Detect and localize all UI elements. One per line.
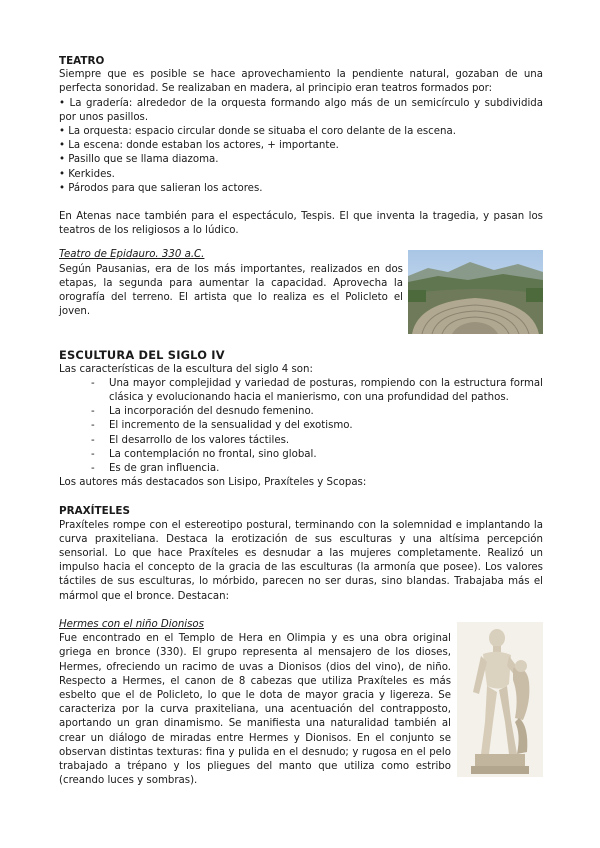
teatro-heading: TEATRO <box>59 55 105 67</box>
teatro-atenas-paragraph: En Atenas nace también para el espectáculo, Tespis. El que inventa la tragedia, y pasan los teatros de los religiosos a lo lúdico. <box>59 211 543 237</box>
teatro-item: • La orquesta: espacio circular donde se situaba el coro delante de la escena. <box>59 126 456 138</box>
praxiteles-paragraph: Praxíteles rompe con el estereotipo postural, terminando con la solemnidad e implantando la curva praxiteliana. Destaca la erotización de sus esculturas y una altísima percepción sensorial. Lo que hace Praxíteles es desnudar a las mujeres completamente. Realizó un impulso hacia el concepto de la gracia de las esculturas (la armonía que posee). Los valores táctiles de sus esculturas, lo mórbido, parecen no ser duras, sino blandas. Trabajaba más el mármol que el bronce. Destacan: <box>59 519 543 602</box>
teatro-item: • La escena: donde estaban los actores, + importante. <box>59 140 339 152</box>
escultura-heading: ESCULTURA DEL SIGLO IV <box>59 348 225 363</box>
teatro-intro: Siempre que es posible se hace aprovechamiento la pendiente natural, gozaban de una perfecta sonoridad. Se realizaban en madera, al principio eran teatros formados por: <box>59 69 543 95</box>
teatro-item: • La gradería: alrededor de la orquesta formando algo más de un semicírculo y subdividida por unos pasillos. <box>59 97 543 123</box>
epidauro-theatre-photo <box>408 250 543 334</box>
hermes-text: Fue encontrado en el Templo de Hera en Olimpia y es una obra original griega en bronce (330). El grupo representa al mensajero de los dioses, Hermes, ofreciendo un racimo de uvas a Dionisos (dios del vino), de niño. Respecto a Hermes, el canon de 8 cabezas que utiliza Praxíteles es más esbelto que el de Policleto, lo que le dota de mayor gracia y ligereza. Se caracteriza por la curva praxiteliana, una acentuación del contrapposto, aportando un gran dinamismo. Se manifiesta una naturalidad también al crear un diálogo de miradas entre Hermes y Dionisos. En el conjunto se observan distintas texturas: fina y pulida en el desnudo; y rugosa en el pelo trabajado a trépano y los pliegues del manto que utiliza como estribo (creando luces y sombras). <box>59 633 451 787</box>
hermes-title: Hermes con el niño Dionisos <box>59 618 204 630</box>
escultura-autores: Los autores más destacados son Lisipo, Praxíteles y Scopas: <box>59 477 367 489</box>
escultura-intro: Las características de la escultura del siglo 4 son: <box>59 363 313 375</box>
hermes-block <box>59 618 543 788</box>
escultura-list-item: - El incremento de la sensualidad y del exotismo. <box>91 419 543 433</box>
teatro-item: • Kerkides. <box>59 168 115 180</box>
document-page <box>59 54 543 788</box>
escultura-list-item: - La contemplación no frontal, sino global. <box>91 448 543 462</box>
hermes-statue-photo <box>457 622 543 777</box>
teatro-item: • Párodos para que salieran los actores. <box>59 182 263 194</box>
escultura-list-item: - Es de gran influencia. <box>91 462 543 476</box>
escultura-list-item: - La incorporación del desnudo femenino. <box>91 405 543 419</box>
escultura-list-item: - Una mayor complejidad y variedad de posturas, rompiendo con la estructura formal clásica y evolucionando hacia el manierismo, con una profundidad del pathos. <box>91 377 543 405</box>
escultura-list <box>59 377 543 476</box>
teatro-item: • Pasillo que se llama diazoma. <box>59 154 219 166</box>
epidauro-text: Según Pausanias, era de los más importantes, realizados en dos etapas, la segunda para aumentar la capacidad. Aprovecha la orografía del terreno. El artista que lo realiza es el Policleto el joven. <box>59 263 403 318</box>
escultura-list-item: - El desarrollo de los valores táctiles. <box>91 434 543 448</box>
epidauro-block <box>59 248 543 334</box>
epidauro-title: Teatro de Epidauro. 330 a.C. <box>59 249 205 261</box>
praxiteles-heading: PRAXÍTELES <box>59 505 130 518</box>
